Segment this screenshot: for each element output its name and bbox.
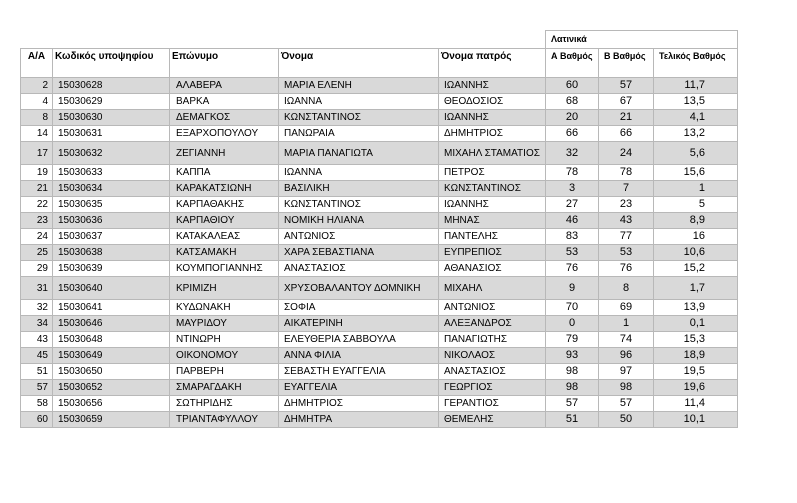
cell-grade-a: 9: [546, 277, 599, 300]
column-header-row: [21, 49, 738, 78]
cell-final: 18,9: [654, 348, 738, 364]
cell-name: ΕΛΕΥΘΕΡΙΑ ΣΑΒΒΟΥΛΑ: [279, 332, 439, 348]
cell-code: 15030630: [53, 110, 170, 126]
cell-grade-a: 68: [546, 94, 599, 110]
col-header-name: Όνομα: [279, 49, 439, 78]
table-row: [21, 197, 738, 213]
cell-final: 19,5: [654, 364, 738, 380]
cell-father: ΙΩΑΝΝΗΣ: [439, 78, 546, 94]
cell-grade-a: 51: [546, 412, 599, 428]
cell-father: ΠΑΝΑΓΙΩΤΗΣ: [439, 332, 546, 348]
cell-code: 15030646: [53, 316, 170, 332]
cell-grade-b: 43: [599, 213, 654, 229]
cell-aa: 31: [21, 277, 53, 300]
cell-grade-a: 20: [546, 110, 599, 126]
cell-surname: ΤΡΙΑΝΤΑΦΥΛΛΟΥ: [170, 412, 279, 428]
cell-name: ΙΩΑΝΝΑ: [279, 165, 439, 181]
cell-name: ΑΙΚΑΤΕΡΙΝΗ: [279, 316, 439, 332]
cell-father: ΘΕΟΔΟΣΙΟΣ: [439, 94, 546, 110]
cell-aa: 22: [21, 197, 53, 213]
cell-grade-b: 97: [599, 364, 654, 380]
cell-name: ΔΗΜΗΤΡΑ: [279, 412, 439, 428]
cell-final: 13,9: [654, 300, 738, 316]
cell-father: ΜΙΧΑΗΛ: [439, 277, 546, 300]
cell-aa: 51: [21, 364, 53, 380]
cell-aa: 58: [21, 396, 53, 412]
cell-final: 13,5: [654, 94, 738, 110]
cell-grade-b: 74: [599, 332, 654, 348]
cell-aa: 34: [21, 316, 53, 332]
cell-grade-a: 98: [546, 380, 599, 396]
cell-code: 15030638: [53, 245, 170, 261]
table-row: [21, 348, 738, 364]
cell-final: 10,1: [654, 412, 738, 428]
cell-name: ΕΥΑΓΓΕΛΙΑ: [279, 380, 439, 396]
cell-final: 5,6: [654, 142, 738, 165]
cell-grade-a: 78: [546, 165, 599, 181]
cell-grade-b: 1: [599, 316, 654, 332]
cell-aa: 32: [21, 300, 53, 316]
cell-name: ΚΩΝΣΤΑΝΤΙΝΟΣ: [279, 197, 439, 213]
cell-code: 15030632: [53, 142, 170, 165]
cell-father: ΓΕΡΑΝΤΙΟΣ: [439, 396, 546, 412]
cell-code: 15030636: [53, 213, 170, 229]
results-table: [20, 30, 738, 428]
cell-aa: 43: [21, 332, 53, 348]
cell-name: ΧΡΥΣΟΒΑΛΑΝΤΟΥ ΔΟΜΝΙΚΗ: [279, 277, 439, 300]
cell-surname: ΝΤΙΝΩΡΗ: [170, 332, 279, 348]
cell-name: ΝΟΜΙΚΗ ΗΛΙΑΝΑ: [279, 213, 439, 229]
cell-father: ΓΕΩΡΓΙΟΣ: [439, 380, 546, 396]
table-row: [21, 142, 738, 165]
cell-father: ΘΕΜΕΛΗΣ: [439, 412, 546, 428]
cell-grade-b: 7: [599, 181, 654, 197]
cell-name: ΠΑΝΩΡΑΙΑ: [279, 126, 439, 142]
cell-code: 15030656: [53, 396, 170, 412]
cell-final: 11,4: [654, 396, 738, 412]
cell-code: 15030633: [53, 165, 170, 181]
cell-grade-b: 50: [599, 412, 654, 428]
cell-aa: 14: [21, 126, 53, 142]
cell-surname: ΕΞΑΡΧΟΠΟΥΛΟΥ: [170, 126, 279, 142]
cell-aa: 21: [21, 181, 53, 197]
cell-name: ΣΟΦΙΑ: [279, 300, 439, 316]
col-header-surname: Επώνυμο: [170, 49, 279, 78]
col-header-grade-b: Β Βαθμός: [599, 49, 654, 78]
cell-grade-b: 8: [599, 277, 654, 300]
table-row: [21, 165, 738, 181]
cell-grade-a: 66: [546, 126, 599, 142]
col-header-aa: Α/Α: [21, 49, 53, 78]
table-row: [21, 78, 738, 94]
cell-aa: 2: [21, 78, 53, 94]
cell-father: ΕΥΠΡΕΠΙΟΣ: [439, 245, 546, 261]
cell-name: ΚΩΝΣΤΑΝΤΙΝΟΣ: [279, 110, 439, 126]
cell-code: 15030648: [53, 332, 170, 348]
table-row: [21, 300, 738, 316]
cell-grade-a: 53: [546, 245, 599, 261]
cell-grade-b: 96: [599, 348, 654, 364]
cell-grade-a: 3: [546, 181, 599, 197]
cell-final: 4,1: [654, 110, 738, 126]
cell-grade-a: 32: [546, 142, 599, 165]
cell-aa: 19: [21, 165, 53, 181]
table-body: [21, 31, 738, 428]
group-header-row: [21, 31, 738, 49]
cell-grade-b: 53: [599, 245, 654, 261]
cell-grade-b: 24: [599, 142, 654, 165]
cell-final: 16: [654, 229, 738, 245]
cell-father: ΙΩΑΝΝΗΣ: [439, 197, 546, 213]
cell-grade-b: 66: [599, 126, 654, 142]
cell-father: ΝΙΚΟΛΑΟΣ: [439, 348, 546, 364]
cell-final: 13,2: [654, 126, 738, 142]
cell-grade-b: 78: [599, 165, 654, 181]
cell-grade-b: 76: [599, 261, 654, 277]
cell-father: ΑΛΕΞΑΝΔΡΟΣ: [439, 316, 546, 332]
cell-grade-b: 57: [599, 78, 654, 94]
cell-name: ΒΑΣΙΛΙΚΗ: [279, 181, 439, 197]
cell-code: 15030649: [53, 348, 170, 364]
col-header-code: Κωδικός υποψηφίου: [53, 49, 170, 78]
cell-code: 15030659: [53, 412, 170, 428]
cell-final: 8,9: [654, 213, 738, 229]
cell-grade-a: 98: [546, 364, 599, 380]
table-row: [21, 245, 738, 261]
cell-surname: ΚΥΔΩΝΑΚΗ: [170, 300, 279, 316]
cell-father: ΜΗΝΑΣ: [439, 213, 546, 229]
cell-grade-a: 70: [546, 300, 599, 316]
table-row: [21, 412, 738, 428]
cell-name: ΧΑΡΑ ΣΕΒΑΣΤΙΑΝΑ: [279, 245, 439, 261]
cell-surname: ΠΑΡΒΕΡΗ: [170, 364, 279, 380]
cell-name: ΔΗΜΗΤΡΙΟΣ: [279, 396, 439, 412]
cell-grade-a: 79: [546, 332, 599, 348]
cell-final: 5: [654, 197, 738, 213]
cell-surname: ΚΑΤΣΑΜΑΚΗ: [170, 245, 279, 261]
table-row: [21, 380, 738, 396]
cell-grade-a: 76: [546, 261, 599, 277]
table-row: [21, 126, 738, 142]
col-header-father: Όνομα πατρός: [439, 49, 546, 78]
cell-final: 11,7: [654, 78, 738, 94]
cell-aa: 17: [21, 142, 53, 165]
cell-surname: ΖΕΓΙΑΝΝΗ: [170, 142, 279, 165]
cell-father: ΑΘΑΝΑΣΙΟΣ: [439, 261, 546, 277]
cell-surname: ΚΑΠΠΑ: [170, 165, 279, 181]
cell-surname: ΚΑΡΠΑΘΙΟΥ: [170, 213, 279, 229]
cell-grade-a: 57: [546, 396, 599, 412]
cell-surname: ΣΜΑΡΑΓΔΑΚΗ: [170, 380, 279, 396]
table-row: [21, 364, 738, 380]
col-header-final: Τελικός Βαθμός: [654, 49, 738, 78]
cell-aa: 4: [21, 94, 53, 110]
cell-code: 15030639: [53, 261, 170, 277]
cell-code: 15030637: [53, 229, 170, 245]
table-row: [21, 110, 738, 126]
cell-name: ΑΝΝΑ ΦΙΛΙΑ: [279, 348, 439, 364]
cell-grade-a: 93: [546, 348, 599, 364]
cell-final: 15,3: [654, 332, 738, 348]
cell-father: ΙΩΑΝΝΗΣ: [439, 110, 546, 126]
cell-code: 15030652: [53, 380, 170, 396]
cell-final: 0,1: [654, 316, 738, 332]
cell-aa: 23: [21, 213, 53, 229]
cell-grade-b: 21: [599, 110, 654, 126]
cell-aa: 60: [21, 412, 53, 428]
cell-name: ΙΩΑΝΝΑ: [279, 94, 439, 110]
cell-father: ΑΝΤΩΝΙΟΣ: [439, 300, 546, 316]
cell-grade-b: 67: [599, 94, 654, 110]
table-row: [21, 261, 738, 277]
cell-father: ΜΙΧΑΗΛ ΣΤΑΜΑΤΙΟΣ: [439, 142, 546, 165]
cell-final: 1,7: [654, 277, 738, 300]
cell-grade-a: 46: [546, 213, 599, 229]
cell-code: 15030628: [53, 78, 170, 94]
col-header-grade-a: Α Βαθμός: [546, 49, 599, 78]
cell-name: ΣΕΒΑΣΤΗ ΕΥΑΓΓΕΛΙΑ: [279, 364, 439, 380]
cell-code: 15030641: [53, 300, 170, 316]
cell-surname: ΚΑΡΠΑΘΑΚΗΣ: [170, 197, 279, 213]
cell-surname: ΑΛΑΒΕΡΑ: [170, 78, 279, 94]
cell-grade-a: 83: [546, 229, 599, 245]
cell-aa: 29: [21, 261, 53, 277]
cell-final: 19,6: [654, 380, 738, 396]
cell-code: 15030640: [53, 277, 170, 300]
cell-code: 15030635: [53, 197, 170, 213]
cell-father: ΠΑΝΤΕΛΗΣ: [439, 229, 546, 245]
cell-code: 15030650: [53, 364, 170, 380]
cell-surname: ΚΟΥΜΠΟΓΙΑΝΝΗΣ: [170, 261, 279, 277]
cell-aa: 24: [21, 229, 53, 245]
cell-surname: ΚΑΤΑΚΑΛΕΑΣ: [170, 229, 279, 245]
cell-grade-b: 57: [599, 396, 654, 412]
cell-surname: ΒΑΡΚΑ: [170, 94, 279, 110]
cell-final: 15,2: [654, 261, 738, 277]
cell-surname: ΣΩΤΗΡΙΔΗΣ: [170, 396, 279, 412]
cell-aa: 8: [21, 110, 53, 126]
cell-name: ΜΑΡΙΑ ΠΑΝΑΓΙΩΤΑ: [279, 142, 439, 165]
cell-grade-a: 27: [546, 197, 599, 213]
cell-code: 15030631: [53, 126, 170, 142]
cell-name: ΑΝΤΩΝΙΟΣ: [279, 229, 439, 245]
cell-grade-a: 0: [546, 316, 599, 332]
table-row: [21, 396, 738, 412]
cell-father: ΑΝΑΣΤΑΣΙΟΣ: [439, 364, 546, 380]
cell-aa: 25: [21, 245, 53, 261]
group-header-latin: Λατινικά: [546, 31, 738, 49]
cell-surname: ΚΑΡΑΚΑΤΣΙΩΝΗ: [170, 181, 279, 197]
cell-aa: 45: [21, 348, 53, 364]
cell-surname: ΚΡΙΜΙΖΗ: [170, 277, 279, 300]
cell-code: 15030629: [53, 94, 170, 110]
cell-father: ΚΩΝΣΤΑΝΤΙΝΟΣ: [439, 181, 546, 197]
cell-aa: 57: [21, 380, 53, 396]
cell-grade-a: 60: [546, 78, 599, 94]
table-row: [21, 277, 738, 300]
cell-surname: ΟΙΚΟΝΟΜΟΥ: [170, 348, 279, 364]
cell-grade-b: 69: [599, 300, 654, 316]
cell-surname: ΜΑΥΡΙΔΟΥ: [170, 316, 279, 332]
cell-grade-b: 77: [599, 229, 654, 245]
cell-grade-b: 23: [599, 197, 654, 213]
cell-surname: ΔΕΜΑΓΚΟΣ: [170, 110, 279, 126]
table-row: [21, 213, 738, 229]
table-row: [21, 181, 738, 197]
cell-code: 15030634: [53, 181, 170, 197]
cell-final: 1: [654, 181, 738, 197]
table-row: [21, 94, 738, 110]
table-row: [21, 229, 738, 245]
cell-final: 10,6: [654, 245, 738, 261]
cell-father: ΠΕΤΡΟΣ: [439, 165, 546, 181]
cell-name: ΜΑΡΙΑ ΕΛΕΝΗ: [279, 78, 439, 94]
results-sheet: [20, 30, 738, 428]
table-row: [21, 332, 738, 348]
table-row: [21, 316, 738, 332]
cell-name: ΑΝΑΣΤΑΣΙΟΣ: [279, 261, 439, 277]
cell-father: ΔΗΜΗΤΡΙΟΣ: [439, 126, 546, 142]
cell-final: 15,6: [654, 165, 738, 181]
cell-grade-b: 98: [599, 380, 654, 396]
